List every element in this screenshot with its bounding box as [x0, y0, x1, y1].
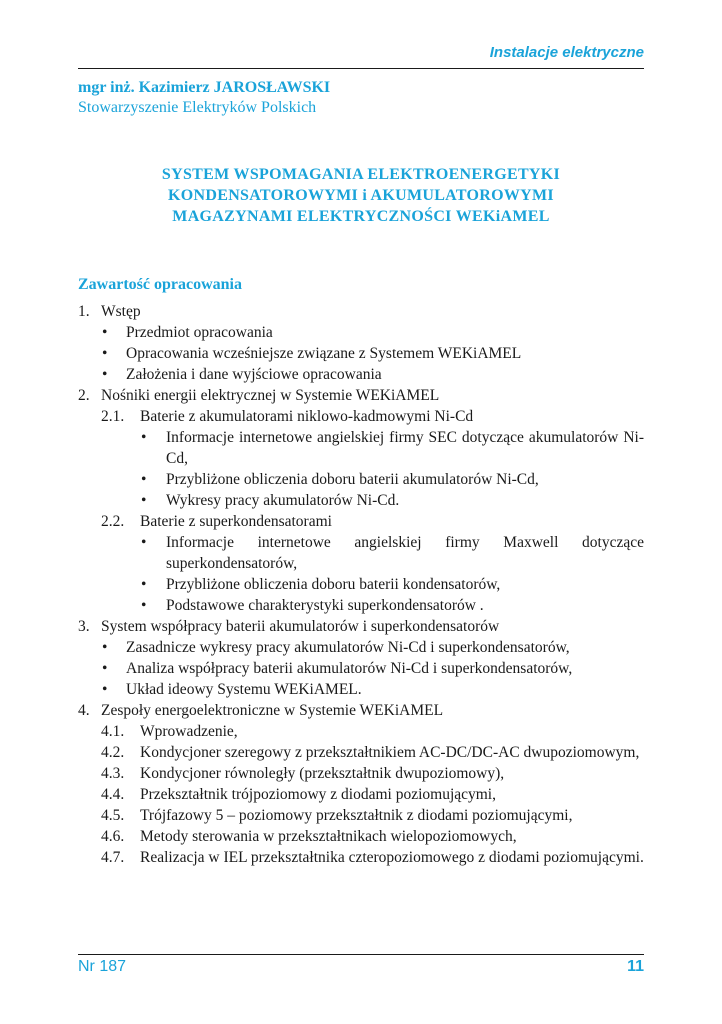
toc-item — [78, 847, 644, 868]
toc-item-text: Informacje internetowe angielskiej firmy SEC dotyczące akumulatorów Ni-Cd, — [166, 429, 644, 467]
toc-item-number: 4.4. — [101, 786, 125, 803]
toc-item — [78, 700, 644, 721]
article-title — [78, 164, 644, 227]
toc-item-number: 4.2. — [101, 744, 125, 761]
toc-item-text: Założenia i dane wyjściowe opracowania — [126, 366, 382, 383]
toc-item-text: Przybliżone obliczenia doboru baterii kondensatorów, — [166, 576, 501, 593]
bullet-icon: • — [141, 492, 147, 509]
toc-item-number: 4.5. — [101, 807, 125, 824]
bullet-icon: • — [102, 366, 108, 383]
toc-item — [78, 574, 644, 595]
toc-item-text: Przekształtnik trójpoziomowy z diodami poziomującymi, — [140, 786, 496, 803]
toc-item-text: Trójfazowy 5 – poziomowy przekształtnik z diodami poziomującymi, — [140, 807, 573, 824]
toc-item-text: Przedmiot opracowania — [126, 324, 273, 341]
toc-item-number: 2.1. — [101, 408, 125, 425]
running-header: Instalacje elektryczne — [489, 44, 644, 61]
toc-item-text: Baterie z akumulatorami niklowo-kadmowymi Ni-Cd — [140, 408, 474, 425]
toc-item — [78, 616, 644, 637]
toc-item — [78, 763, 644, 784]
toc-item — [78, 658, 644, 679]
bullet-icon: • — [141, 576, 147, 593]
toc-item-text: Wprowadzenie, — [140, 723, 238, 740]
footer-rule — [78, 954, 644, 955]
toc-item-number: 4.1. — [101, 723, 125, 740]
bullet-icon: • — [102, 324, 108, 341]
toc-item-number: 3. — [78, 618, 90, 635]
toc-item-text: Wykresy pracy akumulatorów Ni-Cd. — [166, 492, 400, 509]
toc-item — [78, 301, 644, 322]
toc-item — [78, 343, 644, 364]
toc-item — [78, 742, 644, 763]
toc-item — [78, 637, 644, 658]
toc-item — [78, 490, 644, 511]
toc-item — [78, 322, 644, 343]
toc-item-text: Informacje internetowe angielskiej firmy Maxwell dotyczące superkondensatorów, — [166, 534, 644, 572]
table-of-contents — [78, 301, 644, 868]
toc-item — [78, 784, 644, 805]
toc-item — [78, 406, 644, 427]
toc-item-number: 4. — [78, 702, 90, 719]
toc-item-text: Zespoły energoelektroniczne w Systemie WEKiAMEL — [101, 702, 444, 719]
toc-item-text: System współpracy baterii akumulatorów i superkondensatorów — [101, 618, 500, 635]
toc-item-text: Realizacja w IEL przekształtnika czteropoziomowego z diodami poziomującymi. — [140, 849, 644, 866]
toc-item-text: Kondycjoner szeregowy z przekształtnikiem AC-DC/DC-AC dwupoziomowym, — [140, 744, 640, 761]
toc-item-text: Analiza współpracy baterii akumulatorów Ni-Cd i superkondensatorów, — [126, 660, 573, 677]
bullet-icon: • — [102, 639, 108, 656]
toc-item — [78, 679, 644, 700]
toc-heading: Zawartość opracowania — [78, 276, 242, 293]
toc-item — [78, 595, 644, 616]
toc-item-text: Podstawowe charakterystyki superkondensatorów . — [166, 597, 484, 614]
toc-item — [78, 721, 644, 742]
bullet-icon: • — [102, 681, 108, 698]
toc-item-number: 2.2. — [101, 513, 125, 530]
title-line: KONDENSATOROWYMI i AKUMULATOROWYMI — [168, 187, 554, 204]
bullet-icon: • — [141, 534, 147, 551]
toc-item — [78, 469, 644, 490]
toc-item-text: Nośniki energii elektrycznej w Systemie WEKiAMEL — [101, 387, 440, 404]
toc-item-text: Zasadnicze wykresy pracy akumulatorów Ni-Cd i superkondensatorów, — [126, 639, 570, 656]
toc-item-number: 4.7. — [101, 849, 125, 866]
toc-item — [78, 826, 644, 847]
title-line: MAGAZYNAMI ELEKTRYCZNOŚCI WEKiAMEL — [172, 208, 550, 225]
toc-item-number: 4.3. — [101, 765, 125, 782]
toc-item-text: Wstęp — [101, 303, 141, 320]
toc-item-text: Przybliżone obliczenia doboru baterii akumulatorów Ni-Cd, — [166, 471, 539, 488]
toc-item-number: 4.6. — [101, 828, 125, 845]
bullet-icon: • — [102, 345, 108, 362]
toc-item-text: Opracowania wcześniejsze związane z Systemem WEKiAMEL — [126, 345, 522, 362]
toc-item-text: Układ ideowy Systemu WEKiAMEL. — [126, 681, 362, 698]
toc-item-text: Metody sterowania w przekształtnikach wielopoziomowych, — [140, 828, 517, 845]
author-organization: Stowarzyszenie Elektryków Polskich — [78, 99, 317, 116]
issue-number: Nr 187 — [78, 958, 127, 975]
author-block — [78, 78, 330, 118]
bullet-icon: • — [141, 597, 147, 614]
toc-item — [78, 427, 644, 469]
toc-item — [78, 532, 644, 574]
author-name: mgr inż. Kazimierz JAROSŁAWSKI — [78, 79, 331, 96]
header-rule — [78, 68, 644, 69]
toc-item — [78, 511, 644, 532]
bullet-icon: • — [141, 429, 147, 446]
toc-item-text: Baterie z superkondensatorami — [140, 513, 332, 530]
bullet-icon: • — [141, 471, 147, 488]
toc-item — [78, 385, 644, 406]
toc-item-text: Kondycjoner równoległy (przekształtnik dwupoziomowy), — [140, 765, 505, 782]
toc-item-number: 2. — [78, 387, 90, 404]
toc-item — [78, 364, 644, 385]
page-number: 11 — [627, 958, 644, 975]
title-line: SYSTEM WSPOMAGANIA ELEKTROENERGETYKI — [161, 166, 561, 183]
toc-item — [78, 805, 644, 826]
toc-item-number: 1. — [78, 303, 90, 320]
bullet-icon: • — [102, 660, 108, 677]
